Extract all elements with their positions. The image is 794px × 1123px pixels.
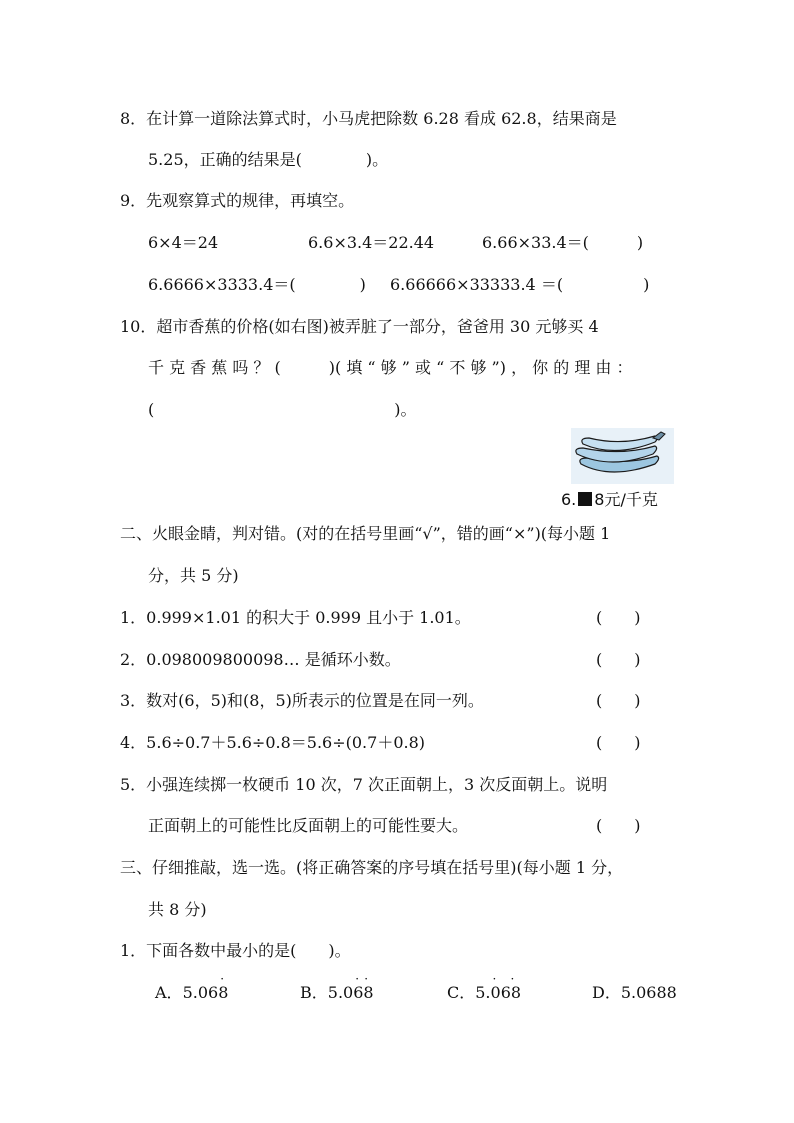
q10-line3: ( )。 xyxy=(148,400,417,419)
price-prefix: 6. xyxy=(561,490,577,509)
q9-expr5: 6.66666×33333.4 ＝( ) xyxy=(390,275,650,294)
s3-q1: 1．下面各数中最小的是( )。 xyxy=(120,941,351,960)
option-b-repeating: · · 68 xyxy=(353,972,374,1002)
option-d-label: D． xyxy=(592,983,621,1002)
s2-item-4-paren: ( ) xyxy=(596,733,641,752)
option-d-value: 5.0688 xyxy=(620,983,677,1002)
q10-line1: 10．超市香蕉的价格(如右图)被弄脏了一部分，爸爸用 30 元够买 4 xyxy=(120,317,599,336)
section2-header-line1: 二、火眼金睛，判对错。(对的在括号里画“√”，错的画“×”)(每小题 1 xyxy=(120,524,611,543)
section3-header-line1: 三、仔细推敲，选一选。(将正确答案的序号填在括号里)(每小题 1 分， xyxy=(120,858,624,877)
section2-header-line2: 分，共 5 分) xyxy=(148,566,239,585)
s2-item-3-paren: ( ) xyxy=(596,691,641,710)
option-c-repeating: · · 068 xyxy=(490,972,522,1002)
s3-q1-option-b xyxy=(300,972,374,1004)
smudge-block xyxy=(578,492,592,506)
s2-item-5: 5．小强连续掷一枚硬币 10 次，7 次正面朝上，3 次反面朝上。说明 xyxy=(120,775,608,794)
banana-price-label xyxy=(561,487,658,510)
banana-icon xyxy=(571,428,674,484)
s2-item-2-paren: ( ) xyxy=(596,650,641,669)
banana-image xyxy=(571,428,674,484)
s2-item-1: 1．0.999×1.01 的积大于 0.999 且小于 1.01。 xyxy=(120,608,471,627)
q9-title: 9．先观察算式的规律，再填空。 xyxy=(120,191,355,210)
price-suffix: 8元/千克 xyxy=(594,490,658,509)
s2-item-4: 4．5.6÷0.7＋5.6÷0.8＝5.6÷(0.7＋0.8) xyxy=(120,733,426,752)
option-b-pre: 5.0 xyxy=(327,983,354,1002)
q9-expr2: 6.6×3.4＝22.44 xyxy=(308,233,435,252)
q9-expr1: 6×4＝24 xyxy=(148,233,219,252)
s3-q1-option-d xyxy=(592,982,677,1004)
option-a-label: A． xyxy=(155,983,183,1002)
option-a-repeating: · 8 xyxy=(218,972,229,1002)
s2-item-5-cont: 正面朝上的可能性比反面朝上的可能性要大。 xyxy=(148,816,469,835)
option-c-label: C． xyxy=(447,983,476,1002)
q8-line1: 8．在计算一道除法算式时，小马虎把除数 6.28 看成 62.8，结果商是 xyxy=(120,109,617,128)
s2-item-1-paren: ( ) xyxy=(596,608,641,627)
s3-q1-option-a xyxy=(155,972,229,1004)
section3-header-line2: 共 8 分) xyxy=(148,900,207,919)
option-c-pre: 5. xyxy=(475,983,491,1002)
q9-expr4: 6.6666×3333.4＝( ) xyxy=(148,275,366,294)
option-a-pre: 5.06 xyxy=(182,983,219,1002)
q10-line2: 千 克 香 蕉 吗 ？ ( )( 填 “ 够 ” 或 “ 不 够 ”) ， 你 的 理 由 ： xyxy=(148,358,633,377)
s3-q1-option-c xyxy=(447,972,522,1004)
s2-item-3: 3．数对(6，5)和(8，5)所表示的位置是在同一列。 xyxy=(120,691,484,710)
q9-expr3: 6.66×33.4＝( ) xyxy=(482,233,644,252)
s2-item-2: 2．0.098009800098… 是循环小数。 xyxy=(120,650,401,669)
s2-item-5-paren: ( ) xyxy=(596,816,641,835)
q8-line2: 5.25，正确的结果是( )。 xyxy=(148,150,389,169)
option-b-label: B． xyxy=(300,983,328,1002)
